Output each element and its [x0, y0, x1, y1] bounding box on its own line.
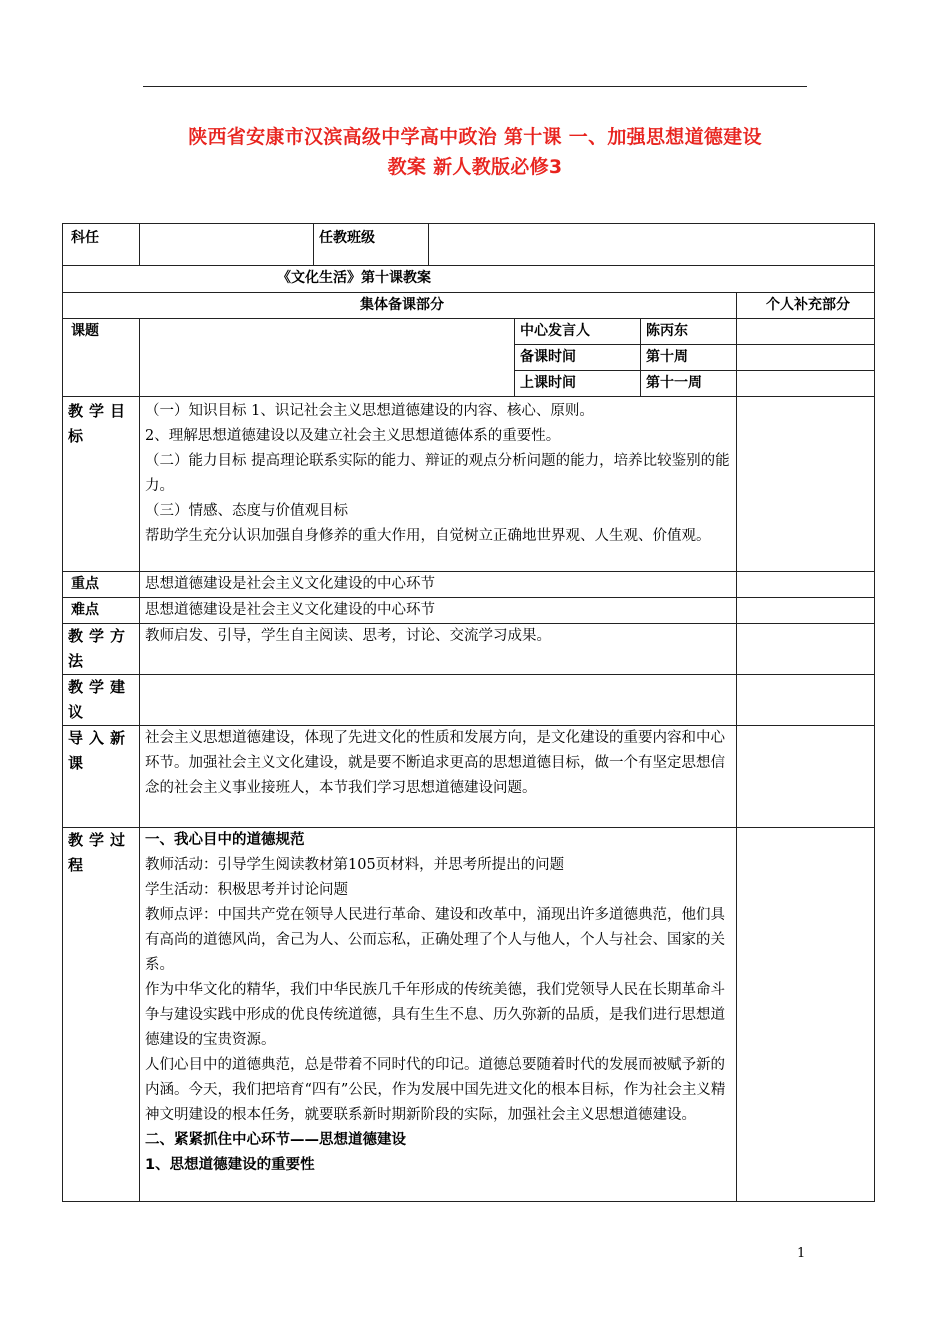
process-heading: 一、我心目中的道德规范 — [145, 832, 305, 848]
goal-line: （二）能力目标 提高理论联系实际的能力、辩证的观点分析问题的能力，培养比较鉴别的能力。 — [145, 453, 730, 494]
key-personal — [737, 572, 875, 598]
goals-content — [140, 397, 737, 572]
goal-line: 帮助学生充分认识加强自身修养的重大作用，自觉树立正确地世界观、人生观、价值观。 — [145, 528, 711, 544]
method-personal — [737, 624, 875, 675]
process-paragraph: 教师点评：中国共产党在领导人民进行革命、建设和改革中，涌现出许多道德典范，他们具有高尚的道德风尚，舍己为人、公而忘私，正确处理了个人与他人，个人与社会、国家的关系。 — [145, 907, 725, 973]
personal-section-header: 个人补充部分 — [737, 293, 875, 319]
difficulty-personal — [737, 598, 875, 624]
process-content — [140, 828, 737, 1202]
goal-line: （三）情感、态度与价值观目标 — [145, 503, 348, 519]
goals-personal — [737, 397, 875, 572]
document-title-line2: 教案 新人教版必修3 — [387, 156, 563, 178]
subject-value — [140, 224, 314, 266]
document-title-line1: 陕西省安康市汉滨高级中学高中政治 第十课 一、加强思想道德建设 — [188, 126, 762, 148]
process-heading: 二、紧紧抓住中心环节——思想道德建设 — [145, 1132, 406, 1148]
key-value: 思想道德建设是社会主义文化建设的中心环节 — [140, 572, 737, 598]
intro-label: 导入新课 — [63, 726, 140, 828]
difficulty-value: 思想道德建设是社会主义文化建设的中心环节 — [140, 598, 737, 624]
lesson-title: 《文化生活》第十课教案 — [63, 266, 875, 293]
collective-section-header: 集体备课部分 — [63, 293, 737, 319]
subject-label: 科任 — [63, 224, 140, 266]
process-personal — [737, 828, 875, 1202]
goal-line: （一）知识目标 1、识记社会主义思想道德建设的内容、核心、原则。 — [145, 403, 594, 419]
class-time-label: 上课时间 — [515, 371, 641, 397]
class-value — [429, 224, 875, 266]
key-label: 重点 — [63, 572, 140, 598]
suggest-value — [140, 675, 737, 726]
goals-label: 教学目标 — [63, 397, 140, 572]
topic-label: 课题 — [63, 319, 140, 397]
speaker-label: 中心发言人 — [515, 319, 641, 345]
class-time-personal — [737, 371, 875, 397]
prep-time-value: 第十周 — [641, 345, 737, 371]
prep-time-label: 备课时间 — [515, 345, 641, 371]
header-rule — [143, 86, 807, 87]
prep-time-personal — [737, 345, 875, 371]
process-heading: 1、思想道德建设的重要性 — [145, 1157, 315, 1173]
process-label: 教学过程 — [63, 828, 140, 1202]
intro-personal — [737, 726, 875, 828]
method-label: 教学方法 — [63, 624, 140, 675]
page-number: 1 — [797, 1246, 806, 1261]
goal-line: 2、理解思想道德建设以及建立社会主义思想道德体系的重要性。 — [145, 428, 561, 444]
suggest-personal — [737, 675, 875, 726]
difficulty-label: 难点 — [63, 598, 140, 624]
suggest-label: 教学建议 — [63, 675, 140, 726]
process-paragraph: 作为中华文化的精华，我们中华民族几千年形成的传统美德，我们党领导人民在长期革命斗争与建设实践中形成的优良传统道德，具有生生不息、历久弥新的品质，是我们进行思想道德建设的宝贵资源。 — [145, 982, 725, 1048]
lesson-plan-table — [62, 223, 875, 1202]
process-paragraph: 学生活动：积极思考并讨论问题 — [145, 882, 348, 898]
method-value: 教师启发、引导，学生自主阅读、思考，讨论、交流学习成果。 — [140, 624, 737, 675]
process-paragraph: 教师活动：引导学生阅读教材第105页材料，并思考所提出的问题 — [145, 857, 565, 873]
speaker-personal — [737, 319, 875, 345]
topic-value — [140, 319, 515, 397]
speaker-value: 陈丙东 — [641, 319, 737, 345]
class-label: 任教班级 — [314, 224, 429, 266]
process-paragraph: 人们心目中的道德典范，总是带着不同时代的印记。道德总要随着时代的发展而被赋予新的内涵。今天，我们把培育“四有”公民，作为发展中国先进文化的根本目标，作为社会主义精神文明建设的根本任务，就要联系新时期新阶段的实际，加强社会主义思想道德建设。 — [145, 1057, 726, 1123]
class-time-value: 第十一周 — [641, 371, 737, 397]
intro-value: 社会主义思想道德建设，体现了先进文化的性质和发展方向，是文化建设的重要内容和中心环节。加强社会主义文化建设，就是要不断追求更高的思想道德目标，做一个有坚定思想信念的社会主义事业接班人，本节我们学习思想道德建设问题。 — [140, 726, 737, 828]
